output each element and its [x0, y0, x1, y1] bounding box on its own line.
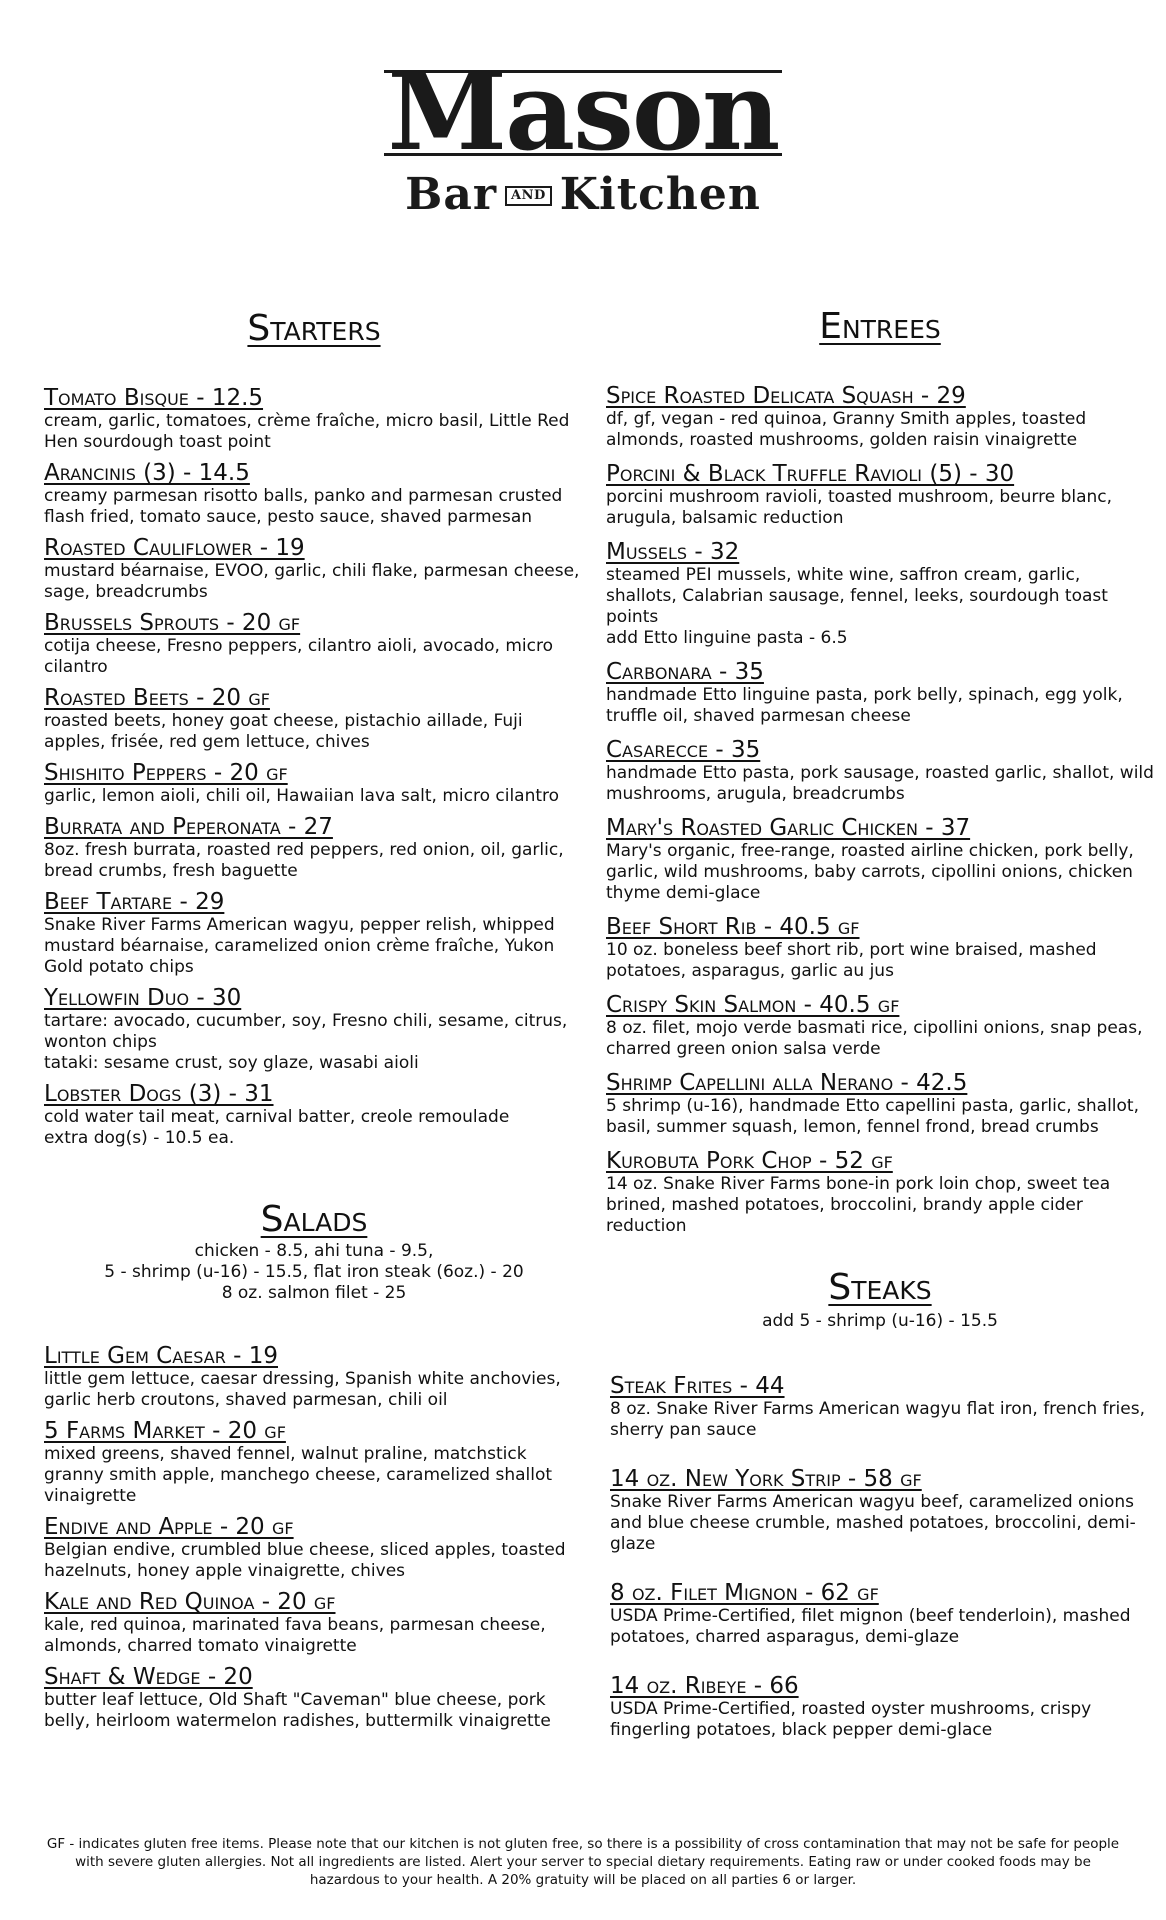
menu-item — [44, 986, 584, 1074]
section-title-steaks: Steaks — [828, 1267, 932, 1308]
menu-item — [44, 761, 584, 807]
menu-item-title: Lobster Dogs (3) - 31 — [44, 1081, 274, 1107]
menu-item — [44, 1665, 584, 1732]
menu-item-description: 8 oz. filet, mojo verde basmati rice, cipollini onions, snap peas, charred green onion salsa verde — [606, 1018, 1143, 1059]
menu-item-description: kale, red quinoa, marinated fava beans, parmesan cheese, almonds, charred tomato vinaigrette — [44, 1615, 546, 1656]
menu-item-title: Shrimp Capellini alla Nerano - 42.5 — [606, 1070, 968, 1096]
menu-item-title: Beef Short Rib - 40.5 gf — [606, 914, 860, 940]
salads-addon-line: chicken - 8.5, ahi tuna - 9.5, — [194, 1241, 434, 1261]
menu-item — [44, 686, 584, 753]
menu-item-description: cream, garlic, tomatoes, crème fraîche, micro basil, Little Red Hen sourdough toast point — [44, 411, 570, 452]
menu-item-description: mustard béarnaise, EVOO, garlic, chili flake, parmesan cheese, sage, breadcrumbs — [44, 561, 580, 602]
restaurant-logo — [0, 49, 1166, 248]
menu-item-title: Brussels Sprouts - 20 gf — [44, 610, 301, 636]
menu-item — [44, 815, 584, 882]
logo-wordmark: Mason — [387, 49, 779, 175]
menu-item-description: mixed greens, shaved fennel, walnut praline, matchstick granny smith apple, manchego cheese, caramelized shallot vinaigrette — [44, 1444, 553, 1506]
menu-item-title: Endive and Apple - 20 gf — [44, 1514, 294, 1540]
menu-item-extra: extra dog(s) - 10.5 ea. — [44, 1128, 235, 1148]
salads-list — [44, 1344, 584, 1732]
menu-item — [610, 1674, 1154, 1741]
menu-item-description: Snake River Farms American wagyu, pepper relish, whipped mustard béarnaise, caramelized onion crème fraîche, Yukon Gold potato chips — [44, 915, 555, 977]
menu-item — [606, 660, 1154, 727]
menu-item — [610, 1467, 1154, 1555]
menu-item-description: cotija cheese, Fresno peppers, cilantro aioli, avocado, micro cilantro — [44, 636, 553, 677]
menu-item-description: creamy parmesan risotto balls, panko and parmesan crusted flash fried, tomato sauce, pesto sauce, shaved parmesan — [44, 486, 563, 527]
menu-item-extra: add Etto linguine pasta - 6.5 — [606, 628, 848, 648]
menu-item-title: Little Gem Caesar - 19 — [44, 1343, 278, 1369]
menu-item — [44, 461, 584, 528]
menu-item-description: 8oz. fresh burrata, roasted red peppers, red onion, oil, garlic, bread crumbs, fresh baguette — [44, 840, 564, 881]
menu-item-title: Shaft & Wedge - 20 — [44, 1664, 253, 1690]
menu-item — [44, 536, 584, 603]
salads-addon-line: 8 oz. salmon filet - 25 — [221, 1283, 407, 1303]
menu-item — [606, 462, 1154, 529]
menu-item-title: Crispy Skin Salmon - 40.5 gf — [606, 992, 900, 1018]
starters-list — [44, 386, 584, 1149]
menu-item-extra: tataki: sesame crust, soy glaze, wasabi aioli — [44, 1053, 419, 1073]
menu-item — [44, 1082, 584, 1149]
menu-item — [606, 738, 1154, 805]
logo-subtitle-left: Bar — [405, 169, 498, 220]
menu-item — [44, 1419, 584, 1507]
menu-item-description: handmade Etto linguine pasta, pork belly, spinach, egg yolk, truffle oil, shaved parmesan cheese — [606, 685, 1123, 726]
menu-item-title: Roasted Beets - 20 gf — [44, 685, 270, 711]
menu-item-description: 8 oz. Snake River Farms American wagyu flat iron, french fries, sherry pan sauce — [610, 1399, 1145, 1440]
menu-item-description: Snake River Farms American wagyu beef, caramelized onions and blue cheese crumble, mashed potatoes, broccolini, demi-glaze — [610, 1492, 1136, 1554]
menu-item-description: 14 oz. Snake River Farms bone-in pork loin chop, sweet tea brined, mashed potatoes, broccolini, brandy apple cider reduction — [606, 1174, 1111, 1236]
menu-item — [606, 816, 1154, 904]
menu-item-title: Beef Tartare - 29 — [44, 889, 225, 915]
section-title-entrees: Entrees — [819, 306, 941, 347]
menu-item — [606, 993, 1154, 1060]
menu-item — [610, 1374, 1154, 1441]
menu-item-title: Roasted Cauliflower - 19 — [44, 535, 305, 561]
menu-item — [44, 611, 584, 678]
menu-item-description: porcini mushroom ravioli, toasted mushroom, beurre blanc, arugula, balsamic reduction — [606, 487, 1113, 528]
menu-item-title: Porcini & Black Truffle Ravioli (5) - 30 — [606, 461, 1015, 487]
menu-item-title: 14 oz. New York Strip - 58 gf — [610, 1466, 922, 1492]
section-title-salads: Salads — [260, 1199, 368, 1240]
menu-item-title: Kurobuta Pork Chop - 52 gf — [606, 1148, 893, 1174]
menu-item-description: 10 oz. boneless beef short rib, port wine braised, mashed potatoes, asparagus, garlic au jus — [606, 940, 1097, 981]
menu-item-title: Yellowfin Duo - 30 — [44, 985, 242, 1011]
menu-item-title: Arancinis (3) - 14.5 — [44, 460, 250, 486]
logo-subtitle-and: AND — [505, 186, 552, 206]
menu-item — [44, 386, 584, 453]
menu-item-title: 8 oz. Filet Mignon - 62 gf — [610, 1580, 879, 1606]
menu-item-description: garlic, lemon aioli, chili oil, Hawaiian lava salt, micro cilantro — [44, 786, 560, 806]
menu-item-description: butter leaf lettuce, Old Shaft "Caveman" blue cheese, pork belly, heirloom watermelon radishes, buttermilk vinaigrette — [44, 1690, 551, 1731]
menu-item-title: Carbonara - 35 — [606, 659, 764, 685]
salads-addons — [44, 1241, 584, 1304]
menu-item-description: 5 shrimp (u-16), handmade Etto capellini pasta, garlic, shallot, basil, summer squash, lemon, fennel frond, bread crumbs — [606, 1096, 1140, 1137]
steaks-list — [606, 1374, 1154, 1741]
menu-item — [44, 1515, 584, 1582]
menu-item-title: Steak Frites - 44 — [610, 1373, 785, 1399]
menu-item-description: steamed PEI mussels, white wine, saffron cream, garlic, shallots, Calabrian sausage, fennel, leeks, sourdough toast points — [606, 565, 1108, 627]
menu-item — [606, 915, 1154, 982]
menu-item — [44, 890, 584, 978]
menu-item — [44, 1344, 584, 1411]
menu-item-description: roasted beets, honey goat cheese, pistachio aillade, Fuji apples, frisée, red gem lettuce, chives — [44, 711, 523, 752]
menu-item-title: 5 Farms Market - 20 gf — [44, 1418, 286, 1444]
menu-item-description: USDA Prime-Certified, roasted oyster mushrooms, crispy fingerling potatoes, black pepper demi-glace — [610, 1699, 1092, 1740]
menu-item — [610, 1581, 1154, 1648]
menu-item-title: Shishito Peppers - 20 gf — [44, 760, 288, 786]
left-column — [44, 308, 584, 1732]
menu-item-description: Mary's organic, free-range, roasted airline chicken, pork belly, garlic, wild mushrooms, baby carrots, cipollini onions, chicken thyme demi-glace — [606, 841, 1134, 903]
menu-item-description: tartare: avocado, cucumber, soy, Fresno chili, sesame, citrus, wonton chips — [44, 1011, 568, 1052]
entrees-list — [606, 384, 1154, 1237]
steaks-addon-note: add 5 - shrimp (u-16) - 15.5 — [762, 1311, 998, 1331]
section-title-starters: Starters — [247, 308, 381, 349]
menu-item-title: Burrata and Peperonata - 27 — [44, 814, 333, 840]
menu-item-description: handmade Etto pasta, pork sausage, roasted garlic, shallot, wild mushrooms, arugula, breadcrumbs — [606, 763, 1154, 804]
menu-item — [606, 1071, 1154, 1138]
menu-item-title: Mary's Roasted Garlic Chicken - 37 — [606, 815, 971, 841]
menu-item-description: USDA Prime-Certified, filet mignon (beef tenderloin), mashed potatoes, charred asparagus, demi-glaze — [610, 1606, 1131, 1647]
logo-subtitle — [405, 169, 761, 220]
salads-addon-line: 5 - shrimp (u-16) - 15.5, flat iron steak (6oz.) - 20 — [104, 1262, 524, 1282]
menu-item — [606, 540, 1154, 649]
menu-item-description: cold water tail meat, carnival batter, creole remoulade — [44, 1107, 510, 1127]
menu-item-description: df, gf, vegan - red quinoa, Granny Smith apples, toasted almonds, roasted mushrooms, golden raisin vinaigrette — [606, 409, 1087, 450]
menu-item — [44, 1590, 584, 1657]
right-column — [606, 306, 1154, 1741]
menu-item-title: Tomato Bisque - 12.5 — [44, 385, 264, 411]
menu-item-title: Mussels - 32 — [606, 539, 740, 565]
menu-item-title: Kale and Red Quinoa - 20 gf — [44, 1589, 336, 1615]
menu-item — [606, 1149, 1154, 1237]
logo-subtitle-right: Kitchen — [559, 169, 761, 220]
menu-item-description: little gem lettuce, caesar dressing, Spanish white anchovies, garlic herb croutons, shaved parmesan, chili oil — [44, 1369, 561, 1410]
menu-item-title: Spice Roasted Delicata Squash - 29 — [606, 383, 966, 409]
menu-item-title: 14 oz. Ribeye - 66 — [610, 1673, 799, 1699]
menu-item — [606, 384, 1154, 451]
gluten-disclaimer: GF - indicates gluten free items. Please note that our kitchen is not gluten free, so there is a possibility of cross contamination that may not be safe for people with severe gluten allergies. Not all ingredients are listed. Alert your server to special dietary requirements. Eating raw or under cooked foods may be hazardous to your health. A 20% gratuity will be placed on all parties 6 or larger. — [46, 1836, 1120, 1888]
menu-item-description: Belgian endive, crumbled blue cheese, sliced apples, toasted hazelnuts, honey apple vinaigrette, chives — [44, 1540, 566, 1581]
menu-item-title: Casarecce - 35 — [606, 737, 761, 763]
